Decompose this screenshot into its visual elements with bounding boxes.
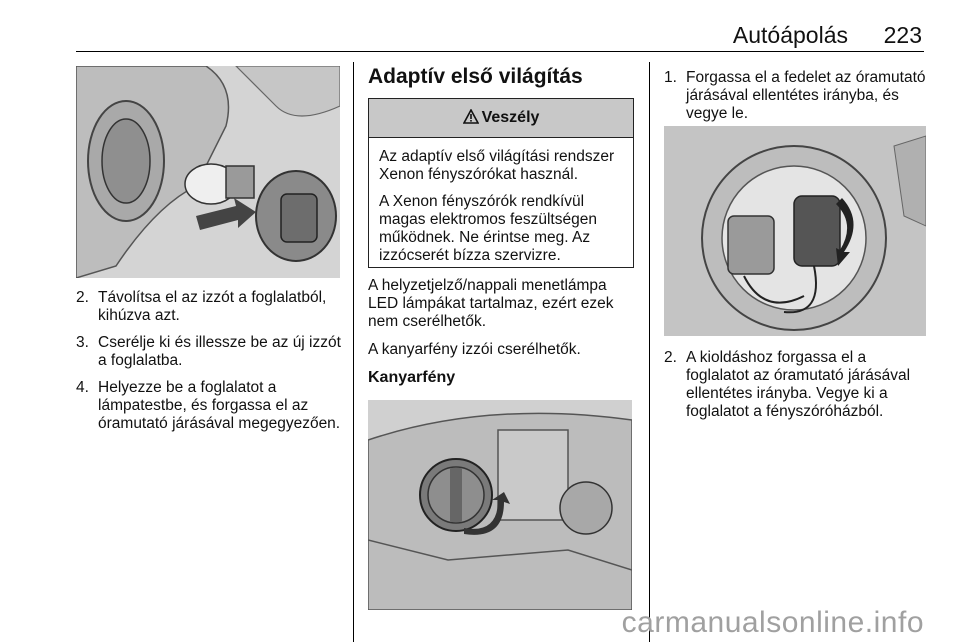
step-item: 2. A kioldáshoz forgassa el a foglalatot az óramutató járásával ellentétes irányba. Vegye ki a foglalatot a fényszóróházból. — [664, 349, 911, 420]
danger-header — [369, 99, 633, 138]
danger-label: Veszély — [481, 109, 540, 126]
socket-rotation-illustration — [664, 126, 926, 336]
column-3-step-1 — [664, 69, 930, 132]
danger-box — [368, 98, 634, 268]
page-header — [0, 0, 960, 50]
warning-icon — [463, 99, 479, 137]
watermark: carmanualsonline.info — [621, 606, 924, 639]
body-paragraph: A kanyarfény izzói cserélhetők. — [368, 341, 581, 358]
headlamp-housing-illustration — [368, 400, 632, 610]
column-3-step-2 — [664, 349, 930, 430]
column-1-steps — [76, 289, 342, 442]
step-item: 2. Távolítsa el az izzót a foglalatból, kihúzva azt. — [76, 289, 327, 324]
bulb-removal-illustration — [76, 66, 340, 278]
header-rule — [76, 51, 924, 52]
page-number: 223 — [883, 22, 922, 48]
column-2-text — [368, 277, 634, 387]
section-heading: Adaptív első világítás — [368, 65, 583, 88]
danger-paragraph: A Xenon fényszórók rendkívül magas elektromos feszültségen működnek. Ne érintse meg. Az izzócserét bízza szervizre. — [379, 193, 597, 264]
column-divider-1 — [353, 62, 354, 642]
section-title: Autóápolás — [732, 22, 848, 48]
subheading: Kanyarfény — [368, 369, 456, 386]
danger-paragraph: Az adaptív első világítási rendszer Xenon fényszórókat használ. — [379, 148, 615, 183]
column-divider-2 — [649, 62, 650, 642]
step-item: 3. Cserélje ki és illessze be az új izzót a foglalatba. — [76, 334, 341, 369]
step-item: 1. Forgassa el a fedelet az óramutató járásával ellentétes irányba, és vegye le. — [664, 69, 926, 122]
body-paragraph: A helyzetjelző/nappali menetlámpa LED lámpákat tartalmaz, ezért ezek nem cserélhetők. — [368, 277, 614, 330]
step-item: 4. Helyezze be a foglalatot a lámpatestbe, és forgassa el az óramutató járásával megegyezően. — [76, 379, 341, 432]
